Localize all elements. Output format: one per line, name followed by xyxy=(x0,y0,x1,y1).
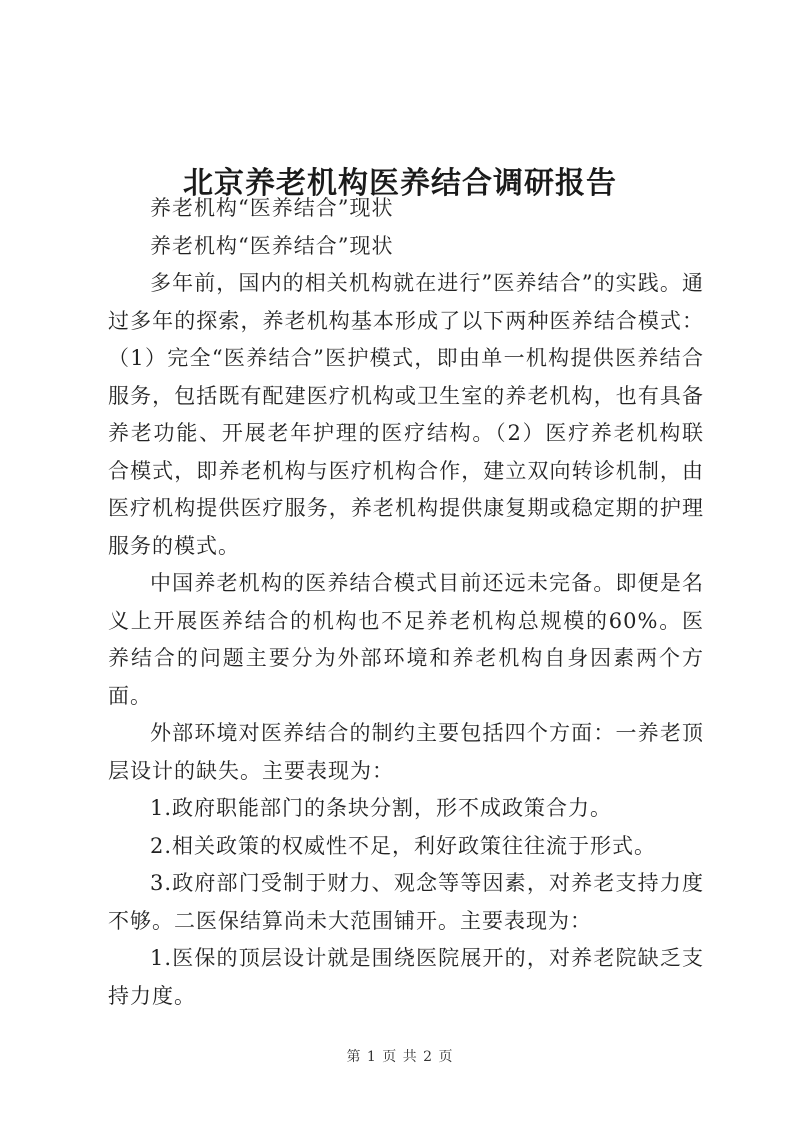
document-title: 北京养老机构医养结合调研报告 xyxy=(183,166,617,202)
paragraph-external-factors: 外部环境对医养结合的制约主要包括四个方面：一养老顶层设计的缺失。主要表现为： xyxy=(108,721,704,783)
list-item-medical-insurance-1: 1.医保的顶层设计就是围绕医院展开的，对养老院缺乏支持力度。 xyxy=(108,946,704,1008)
paragraph-models: 多年前，国内的相关机构就在进行”医养结合”的实践。通过多年的探索，养老机构基本形成了以下两种医养结合模式：（1）完全“医养结合”医护模式，即由单一机构提供医养结合服务，包括既有配建医疗机构或卫生室的养老机构，也有具备养老功能、开展老年护理的医疗结构。（2）医疗养老机构联合模式，即养老机构与医疗机构合作，建立双向转诊机制，由医疗机构提供医疗服务，养老机构提供康复期或稳定期的护理服务的模式。 xyxy=(108,271,704,558)
list-item-1: 1.政府职能部门的条块分割，形不成政策合力。 xyxy=(150,796,613,820)
paragraph-status: 中国养老机构的医养结合模式目前还远未完备。即便是名义上开展医养结合的机构也不足养老机构总规模的60%。医养结合的问题主要分为外部环境和养老机构自身因素两个方面。 xyxy=(108,571,704,708)
paragraph-section-heading-repeat: 养老机构“医养结合”现状 xyxy=(150,233,394,258)
page-number-footer: 第 1 页 共 2 页 xyxy=(346,1049,454,1065)
document-body xyxy=(108,190,704,1015)
paragraph-section-heading: 养老机构“医养结合”现状 xyxy=(150,196,394,220)
list-item-2: 2.相关政策的权威性不足，利好政策往往流于形式。 xyxy=(150,833,657,858)
list-item-3: 3.政府部门受制于财力、观念等等因素，对养老支持力度不够。二医保结算尚未大范围铺开。主要表现为： xyxy=(108,871,704,933)
